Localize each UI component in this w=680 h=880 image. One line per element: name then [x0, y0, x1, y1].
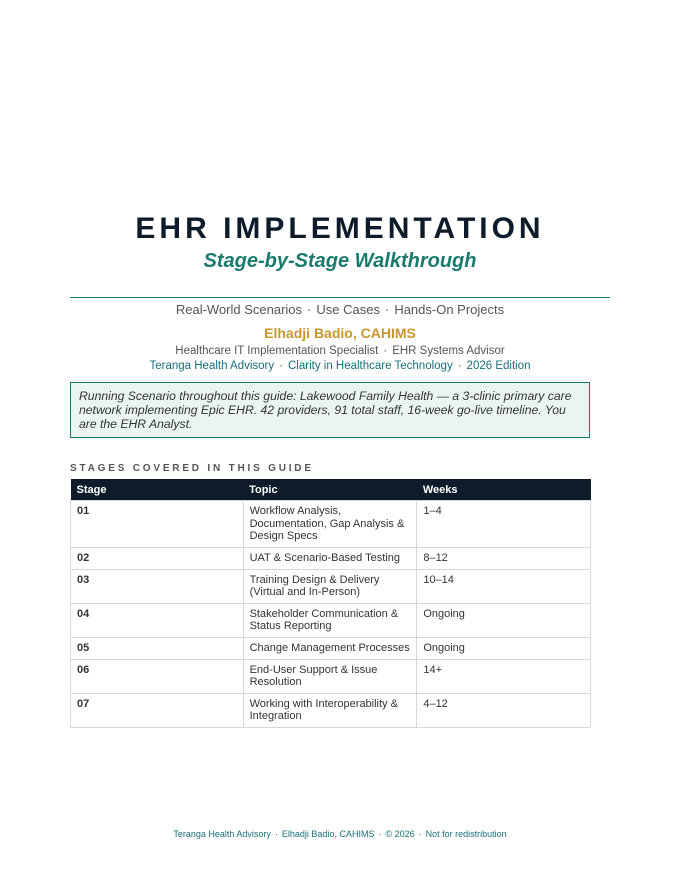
table-row [71, 637, 591, 659]
table-row [71, 603, 591, 637]
stage-weeks: 1–4 [417, 501, 591, 548]
stage-topic: UAT & Scenario-Based Testing [243, 548, 417, 570]
org-name: Teranga Health Advisory [149, 360, 275, 372]
separator: · [274, 829, 278, 839]
running-scenario-box: Running Scenario throughout this guide: Lakewood Family Health — a 3-clinic primary care network implementing Epic EHR. 42 providers, 91 total staff, 16-week go-live timeline. You are the EHR Analyst. [70, 382, 590, 438]
table-row [71, 693, 591, 727]
role-item: EHR Systems Advisor [392, 345, 505, 357]
stages-table [70, 479, 591, 728]
stage-number: 04 [71, 603, 244, 637]
column-header-weeks: Weeks [417, 479, 591, 501]
stage-weeks: Ongoing [417, 603, 591, 637]
stage-number: 02 [71, 548, 244, 570]
stage-topic: Stakeholder Communication & Status Reporting [243, 603, 417, 637]
table-row [71, 501, 591, 548]
footer-org: Teranga Health Advisory [173, 829, 271, 839]
table-row [71, 548, 591, 570]
title-divider [70, 297, 610, 298]
stage-weeks: 8–12 [417, 548, 591, 570]
role-item: Healthcare IT Implementation Specialist [175, 345, 379, 357]
column-header-stage: Stage [71, 479, 244, 501]
organization-line [0, 360, 680, 372]
stage-number: 05 [71, 637, 244, 659]
edition-label: 2026 Edition [466, 360, 531, 372]
stage-topic: Training Design & Delivery (Virtual and In-Person) [243, 569, 417, 603]
table-row [71, 659, 591, 693]
tagline-item: Use Cases [316, 302, 380, 317]
page-footer [0, 829, 680, 839]
author-roles [0, 345, 680, 357]
footer-notice: Not for redistribution [425, 829, 507, 839]
separator: · [384, 302, 390, 317]
separator: · [378, 829, 382, 839]
separator: · [457, 360, 462, 372]
author-name: Elhadji Badio, CAHIMS [264, 325, 416, 341]
separator: · [307, 302, 312, 317]
table-header-row [71, 479, 591, 501]
stage-weeks: 14+ [417, 659, 591, 693]
column-header-topic: Topic [243, 479, 417, 501]
stage-topic: End-User Support & Issue Resolution [243, 659, 417, 693]
section-label: STAGES COVERED IN THIS GUIDE [70, 463, 314, 474]
stage-number: 06 [71, 659, 244, 693]
tagline-item: Real-World Scenarios [175, 302, 303, 317]
separator: · [279, 360, 283, 372]
stage-weeks: Ongoing [417, 637, 591, 659]
stage-number: 01 [71, 501, 244, 548]
tagline-item: Hands-On Projects [394, 302, 505, 317]
document-title: EHR IMPLEMENTATION [135, 212, 545, 245]
footer-author: Elhadji Badio, CAHIMS [281, 829, 375, 839]
document-subtitle: Stage-by-Stage Walkthrough [203, 250, 477, 272]
stage-weeks: 4–12 [417, 693, 591, 727]
stage-topic: Workflow Analysis, Documentation, Gap Analysis & Design Specs [243, 501, 417, 548]
stage-topic: Change Management Processes [243, 637, 417, 659]
stage-topic: Working with Interoperability & Integration [243, 693, 417, 727]
org-slogan: Clarity in Healthcare Technology [287, 360, 453, 372]
tagline [0, 302, 680, 317]
stage-number: 03 [71, 569, 244, 603]
stage-weeks: 10–14 [417, 569, 591, 603]
stage-number: 07 [71, 693, 244, 727]
separator: · [418, 829, 422, 839]
footer-copyright: © 2026 [385, 829, 415, 839]
separator: · [383, 345, 388, 357]
table-row [71, 569, 591, 603]
